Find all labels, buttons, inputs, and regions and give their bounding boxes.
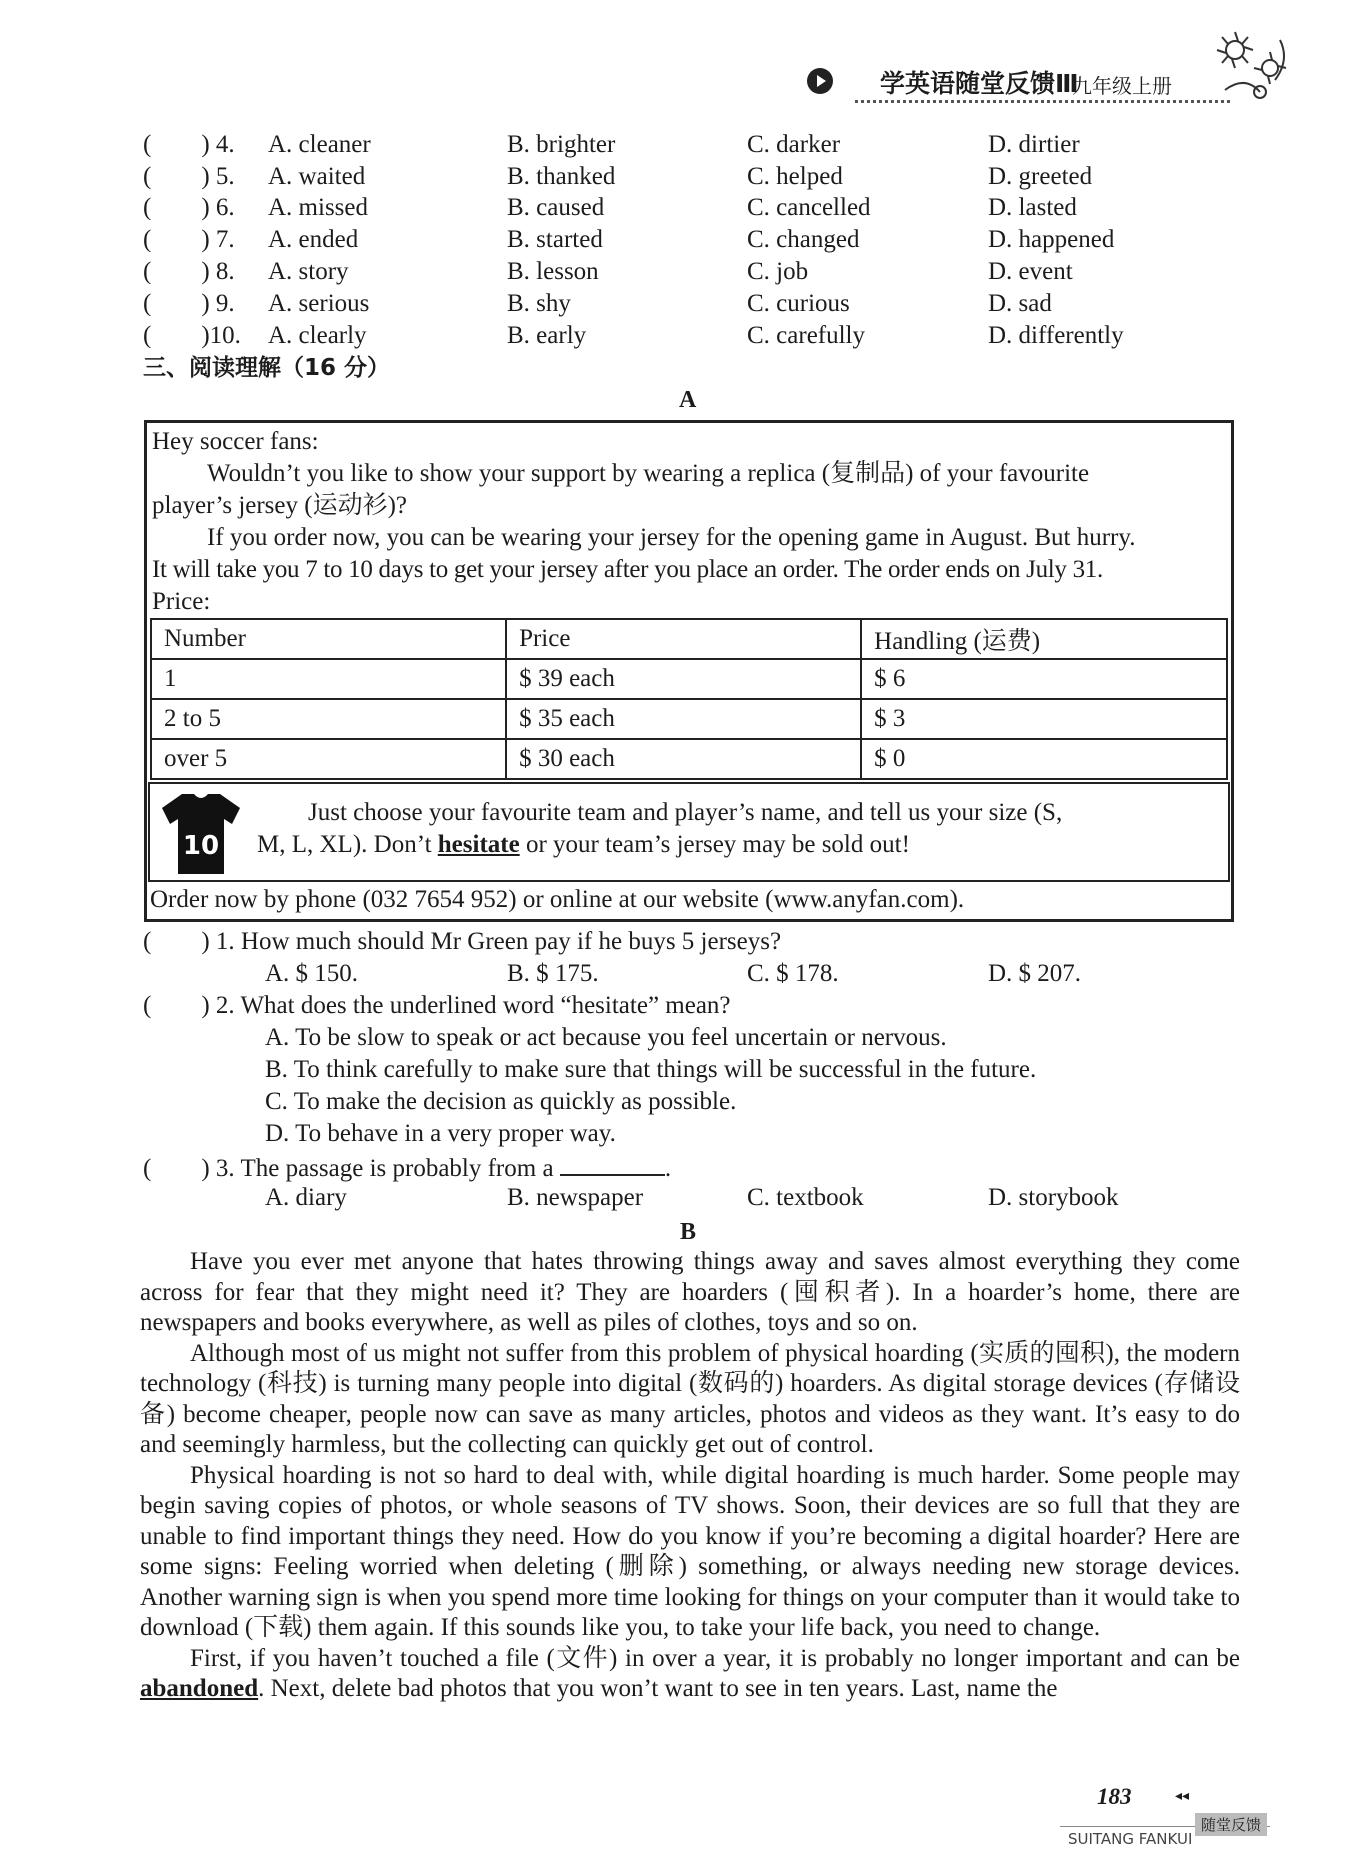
- choice-option: A. cleaner: [268, 131, 371, 158]
- price-table: [150, 618, 1228, 780]
- answer-blank: [560, 1150, 665, 1176]
- question-option: A. diary: [265, 1184, 347, 1211]
- price-label: Price:: [152, 588, 211, 615]
- footer-tag: SUITANG FANKUI: [1068, 1830, 1193, 1848]
- underlined-word-hesitate: hesitate: [437, 831, 520, 858]
- part-b-label: B: [680, 1219, 697, 1245]
- passage-paragraph: Have you ever met anyone that hates throwing things away and saves almost everything they come across for fear that they might need it? They are hoarders (囤积者). In a hoarder’s home, there are newspapers and books everywhere, as well as piles of clothes, toys and so on.: [140, 1248, 1240, 1336]
- header-divider: [855, 100, 1230, 103]
- header-title: 学英语随堂反馈Ⅲ: [880, 69, 1079, 98]
- choice-option: B. early: [507, 322, 587, 349]
- ad-line: M, L, XL). Don’t hesitate or your team’s jersey may be sold out!: [257, 831, 910, 858]
- choice-number: ( )10.: [143, 322, 241, 349]
- ad-line: It will take you 7 to 10 days to get your jersey after you place an order. The order ends on July 31.: [152, 556, 1103, 583]
- table-cell: $ 0: [861, 739, 1227, 779]
- choice-number: ( ) 7.: [143, 226, 235, 253]
- choice-option: C. curious: [747, 290, 850, 317]
- choice-option: B. caused: [507, 194, 605, 221]
- choice-option: D. greeted: [988, 163, 1093, 190]
- choice-option: B. lesson: [507, 258, 599, 285]
- choice-number: ( ) 4.: [143, 131, 235, 158]
- choice-number: ( ) 9.: [143, 290, 235, 317]
- table-cell: $ 30 each: [506, 739, 861, 779]
- question-stem: ( ) 1. How much should Mr Green pay if he buys 5 jerseys?: [143, 928, 782, 955]
- choice-option: A. serious: [268, 290, 370, 317]
- ad-line: Just choose your favourite team and player’s name, and tell us your size (S,: [308, 799, 1063, 826]
- question-option: D. $ 207.: [988, 960, 1082, 987]
- table-cell: 2 to 5: [151, 699, 506, 739]
- passage-paragraph: Physical hoarding is not so hard to deal with, while digital hoarding is much harder. Some people may begin saving copies of photos, or whole seasons of TV shows. Soon, their devices are so full that they are unable to find important things they need. How do you know if you’re becoming a digital hoarder? Here are some signs: Feeling worried when deleting (删除) something, or always needing new storage devices. Another warning sign is when you spend more time looking for things on your computer than it would take to download (下载) them again. If this sounds like you, to take your life back, you need to change.: [140, 1461, 1240, 1641]
- double-arrow-icon: ◂◂: [1175, 1789, 1190, 1804]
- choice-option: A. story: [268, 258, 349, 285]
- order-line: Order now by phone (032 7654 952) or online at our website (www.anyfan.com).: [150, 886, 965, 913]
- jersey-number: 10: [182, 831, 220, 861]
- question-option: A. To be slow to speak or act because you feel uncertain or nervous.: [265, 1024, 947, 1051]
- underlined-word-abandoned: abandoned: [140, 1675, 259, 1702]
- table-header: Price: [506, 619, 861, 659]
- question-option: B. To think carefully to make sure that things will be successful in the future.: [265, 1056, 1037, 1083]
- choice-option: D. happened: [988, 226, 1115, 253]
- question-stem: ( ) 2. What does the underlined word “hesitate” mean?: [143, 992, 731, 1019]
- question-option: C. To make the decision as quickly as possible.: [265, 1088, 737, 1115]
- table-header-row: [151, 619, 1227, 659]
- part-a-label: A: [679, 387, 697, 413]
- passage-paragraph: Although most of us might not suffer from this problem of physical hoarding (实质的囤积), the modern technology (科技) is turning many people into digital (数码的) hoarders. As digital storage devices (存储设备) become cheaper, people now can save as many articles, photos and videos as they want. It’s easy to do and seemingly harmless, but the collecting can quickly get out of control.: [140, 1339, 1240, 1458]
- table-cell: $ 35 each: [506, 699, 861, 739]
- choice-option: D. differently: [988, 322, 1124, 349]
- passage-paragraph: First, if you haven’t touched a file (文件) in over a year, it is probably no longer important and can be abandoned. Next, delete bad photos that you won’t want to see in ten years. Last, name the: [140, 1644, 1240, 1702]
- table-cell: $ 39 each: [506, 659, 861, 699]
- table-header: Number: [151, 619, 506, 659]
- ad-greeting: Hey soccer fans:: [152, 428, 319, 455]
- play-icon: [807, 68, 833, 94]
- table-cell: over 5: [151, 739, 506, 779]
- choice-option: B. brighter: [507, 131, 616, 158]
- passage-b: [140, 1247, 1240, 1705]
- table-cell: $ 6: [861, 659, 1227, 699]
- choice-option: D. dirtier: [988, 131, 1080, 158]
- jersey-icon: [160, 790, 242, 876]
- question-option: C. textbook: [747, 1184, 864, 1211]
- choice-option: C. job: [747, 258, 809, 285]
- table-cell: 1: [151, 659, 506, 699]
- ad-line: If you order now, you can be wearing your jersey for the opening game in August. But hurry.: [207, 524, 1136, 551]
- question-option: D. storybook: [988, 1184, 1119, 1211]
- choice-option: C. carefully: [747, 322, 866, 349]
- table-row: [151, 699, 1227, 739]
- table-row: [151, 659, 1227, 699]
- page-number: 183: [1097, 1784, 1132, 1809]
- choice-option: D. lasted: [988, 194, 1077, 221]
- choice-option: C. darker: [747, 131, 841, 158]
- choice-number: ( ) 5.: [143, 163, 235, 190]
- choice-option: D. sad: [988, 290, 1052, 317]
- section-title: 三、阅读理解（16 分）: [143, 355, 391, 381]
- choice-option: C. changed: [747, 226, 860, 253]
- question-option: A. $ 150.: [265, 960, 359, 987]
- choice-option: B. thanked: [507, 163, 616, 190]
- choice-option: B. started: [507, 226, 603, 253]
- table-row: [151, 739, 1227, 779]
- question-stem: ( ) 3. The passage is probably from a .: [143, 1150, 671, 1185]
- table-cell: $ 3: [861, 699, 1227, 739]
- choice-number: ( ) 8.: [143, 258, 235, 285]
- question-option: B. newspaper: [507, 1184, 644, 1211]
- question-option: D. To behave in a very proper way.: [265, 1120, 616, 1147]
- footer-badge: 随堂反馈: [1195, 1813, 1267, 1836]
- choice-option: C. helped: [747, 163, 843, 190]
- header-subtitle: 九年级上册: [1072, 74, 1172, 98]
- table-header: Handling (运费): [861, 619, 1227, 659]
- choice-option: D. event: [988, 258, 1073, 285]
- choice-option: A. clearly: [268, 322, 367, 349]
- sunflower-decoration-icon: [1205, 20, 1305, 110]
- choice-option: B. shy: [507, 290, 571, 317]
- ad-line: Wouldn’t you like to show your support by wearing a replica (复制品) of your favourite: [207, 460, 1090, 487]
- choice-option: A. missed: [268, 194, 368, 221]
- question-option: C. $ 178.: [747, 960, 839, 987]
- question-option: B. $ 175.: [507, 960, 599, 987]
- choice-option: C. cancelled: [747, 194, 871, 221]
- choice-option: A. waited: [268, 163, 366, 190]
- ad-line: player’s jersey (运动衫)?: [152, 492, 408, 519]
- choice-option: A. ended: [268, 226, 359, 253]
- choice-number: ( ) 6.: [143, 194, 235, 221]
